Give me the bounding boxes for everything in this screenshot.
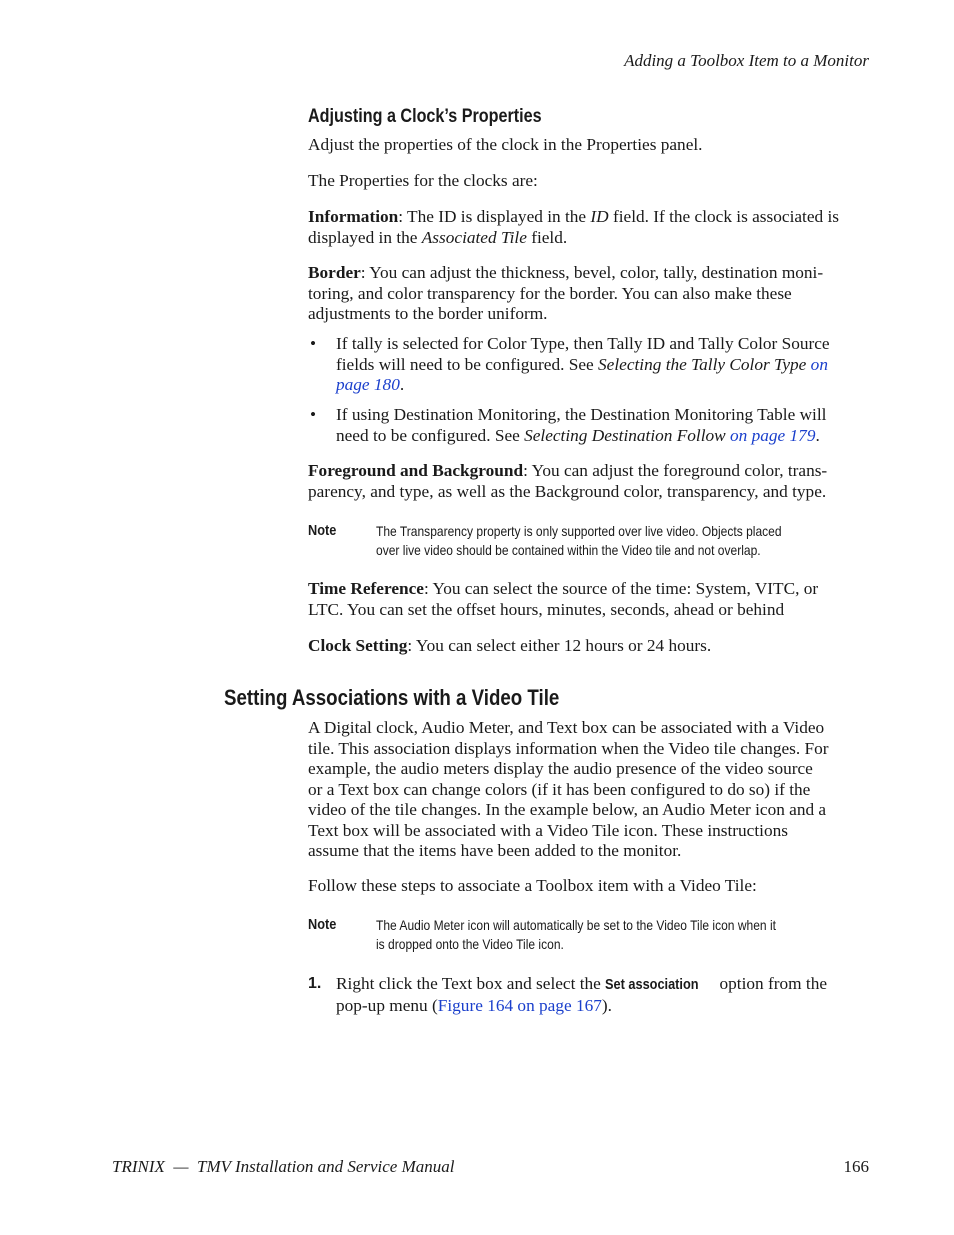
bullet-item-tally: • If tally is selected for Color Type, then Tally ID and Tally Color Source fields will need to be configured. See Selecting the Tally Color Type on page 180. xyxy=(310,334,830,394)
bullet-item-destination: • If using Destination Monitoring, the Destination Monitoring Table will need to be configured. See Selecting Destination Follow on page 179. xyxy=(310,405,827,445)
bullet-icon: • xyxy=(310,334,317,353)
information-label: Information xyxy=(308,207,399,226)
border-paragraph: Border: You can adjust the thickness, bevel, color, tally, destination moni- toring, and color transparency for the border. You can also make these adjustments to the border uniform. xyxy=(308,263,824,323)
follow-steps-text: Follow these steps to associate a Toolbox item with a Video Tile: xyxy=(308,876,757,895)
associated-tile-field-ref: Associated Tile xyxy=(421,227,527,247)
association-paragraph: A Digital clock, Audio Meter, and Text box can be associated with a Video tile. This association displays information when the Video tile changes. For example, the audio meters display the audio presence of the video source or a Text box can change colors (if it has been configured to do so) if the video of the tile changes. In the example below, an Audio Meter icon and a Text box will be associated with a Video Tile icon. These instructions assume that the items have been added to the monitor. xyxy=(308,718,829,860)
note-text-audio-meter: The Audio Meter icon will automatically be set to the Video Tile icon when it is dropped onto the Video Tile icon. xyxy=(376,917,776,952)
note-label-transparency: Note xyxy=(308,522,337,539)
footer-manual-title: TRINIX — TMV Installation and Service Manual xyxy=(112,1157,455,1176)
note-text-transparency: The Transparency property is only supported over live video. Objects placed over live video should be contained within the Video tile and not overlap. xyxy=(376,523,782,558)
section-heading-clock-properties: Adjusting a Clock’s Properties xyxy=(308,106,542,127)
footer-page-number: 166 xyxy=(843,1157,869,1176)
clock-setting-label: Clock Setting xyxy=(308,636,408,655)
information-paragraph: Information: The ID is displayed in the ID field. If the clock is associated is displayed in the Associated Tile field. xyxy=(308,207,839,247)
tally-color-type-ref: Selecting the Tally Color Type xyxy=(598,354,807,374)
page-180-link-cont[interactable]: page 180 xyxy=(336,375,400,394)
section-heading-associations: Setting Associations with a Video Tile xyxy=(224,685,560,710)
set-association-option: Set association xyxy=(605,976,699,993)
clock-setting-paragraph: Clock Setting: You can select either 12 hours or 24 hours. xyxy=(308,636,712,655)
destination-follow-ref: Selecting Destination Follow xyxy=(524,425,726,445)
time-reference-label: Time Reference xyxy=(308,579,424,598)
page-180-link[interactable]: on xyxy=(810,354,828,374)
foreground-background-paragraph: Foreground and Background: You can adjust the foreground color, trans- parency, and type, as well as the Background color, transparency, and type. xyxy=(308,461,828,501)
foreground-background-label: Foreground and Background xyxy=(308,461,524,480)
step-number: 1. xyxy=(308,975,322,992)
step-1-text: Right click the Text box and select the Set association option from the pop-up menu (Figure 164 on page 167). xyxy=(336,974,828,1015)
figure-164-link[interactable]: Figure 164 on page 167 xyxy=(437,995,602,1015)
page-179-link[interactable]: on page 179 xyxy=(730,425,816,445)
running-header: Adding a Toolbox Item to a Monitor xyxy=(624,51,869,70)
time-reference-paragraph: Time Reference: You can select the source of the time: System, VITC, or LTC. You can set the offset hours, minutes, seconds, ahead or behind xyxy=(308,579,819,619)
bullet-icon: • xyxy=(310,405,317,424)
id-field-ref: ID xyxy=(590,207,609,226)
border-label: Border xyxy=(308,263,361,282)
clock-intro: Adjust the properties of the clock in the Properties panel. xyxy=(308,135,703,154)
props-intro: The Properties for the clocks are: xyxy=(308,171,538,190)
note-label-audio-meter: Note xyxy=(308,916,337,933)
